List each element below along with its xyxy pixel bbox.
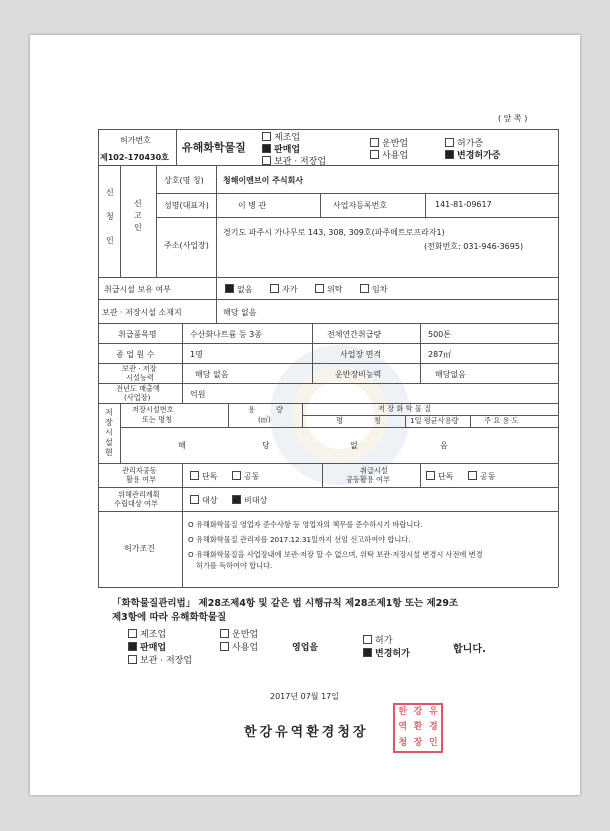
- address-label: 주소(사업장): [164, 241, 209, 250]
- storage-sub1b: 칭: [374, 416, 381, 425]
- bottom-manufacture-checkbox[interactable]: [128, 629, 137, 638]
- biz-type-sales-checkbox[interactable]: [262, 144, 271, 153]
- category-title: 유해화학물질: [182, 141, 246, 154]
- joint-facility-label: 취급시설: [360, 466, 388, 475]
- condition-line: 허가를 득하여야 합니다.: [196, 561, 273, 570]
- applicant-label-char: 신: [106, 188, 114, 197]
- joint-facility-label-2: 공동활용 여부: [346, 475, 390, 484]
- biz-type-storage[interactable]: 보관 · 저장업: [262, 154, 326, 167]
- status-side-char: 저: [105, 408, 113, 417]
- annual-value: 500톤: [428, 330, 451, 339]
- risk-plan-label-2: 수립대상 여부: [114, 499, 158, 508]
- storage-col1b: 또는 명칭: [142, 415, 173, 424]
- joint-facility-single-checkbox[interactable]: [426, 471, 435, 480]
- biz-type-manufacture[interactable]: 제조업: [262, 130, 300, 143]
- condition-line: O 유해화학물질을 사업장내에 보관·저장 할 수 없으며, 위탁 보관·저장시설 변경시 사전에 변경: [188, 550, 483, 559]
- biz-type-sales[interactable]: 판매업: [262, 142, 300, 155]
- status-row-char: 해: [178, 441, 186, 450]
- bottom-permit-change[interactable]: 변경허가: [363, 646, 410, 659]
- applicant-label-char: 청: [106, 212, 114, 221]
- permit-document: [30, 35, 580, 795]
- risk-plan-label: 위해관리계획: [118, 490, 160, 499]
- status-row-char: 없: [350, 441, 358, 450]
- joint-facility-single[interactable]: 단독: [426, 471, 453, 482]
- biz-type-use[interactable]: 사용업: [370, 148, 408, 161]
- joint-manager-single-checkbox[interactable]: [190, 471, 199, 480]
- storage-location: 해당 없음: [223, 308, 257, 317]
- conditions-label: 허가조건: [124, 544, 155, 553]
- permit-no-label: 허가번호: [120, 136, 151, 145]
- issuer-name: 한강유역환경청장: [244, 725, 369, 740]
- permit-type-change[interactable]: 변경허가증: [445, 148, 500, 161]
- sales-value: 억원: [190, 390, 206, 399]
- condition-line: O 유해화학물질 관리자를 2017.12.31일까지 선임 신고하여야 합니다.: [188, 535, 411, 544]
- joint-manager-label-2: 활용 여부: [126, 475, 157, 484]
- biz-type-transport-checkbox[interactable]: [370, 138, 379, 147]
- address: 경기도 파주시 가나무로 143, 308, 309호(파주메트로프라자1): [223, 228, 445, 237]
- facility-lease-checkbox[interactable]: [360, 284, 369, 293]
- joint-manager-shared-checkbox[interactable]: [232, 471, 241, 480]
- staff-value: 1명: [190, 350, 203, 359]
- permit-type-certificate-checkbox[interactable]: [445, 138, 454, 147]
- applicant-label-char: 인: [106, 236, 114, 245]
- risk-plan-target-checkbox[interactable]: [190, 495, 199, 504]
- company-label: 상호(명 칭): [164, 176, 204, 185]
- facility-consign-checkbox[interactable]: [315, 284, 324, 293]
- transport-label: 운반장비능력: [335, 370, 382, 379]
- storage-location-label: 보관 · 저장시설 소재지: [102, 308, 182, 317]
- storage-col1: 저장시설번호: [132, 405, 174, 414]
- bottom-sales-checkbox[interactable]: [128, 642, 137, 651]
- company-name: 청해이엔브이 주식회사: [223, 176, 304, 185]
- bottom-transport-checkbox[interactable]: [220, 629, 229, 638]
- joint-manager-shared[interactable]: 공동: [232, 471, 259, 482]
- storage-col2: 용: [248, 405, 255, 414]
- business-text: 영업을: [292, 643, 319, 653]
- bottom-biz-storage[interactable]: 보관 · 저장업: [128, 653, 192, 666]
- status-side-char: 시: [105, 428, 113, 437]
- reporter-label-char: 인: [134, 223, 142, 232]
- permit-type-certificate[interactable]: 허가증: [445, 136, 483, 149]
- joint-facility-shared[interactable]: 공동: [468, 471, 495, 482]
- bottom-biz-manufacture[interactable]: 제조업: [128, 627, 166, 640]
- items-value: 수산화나트륨 등 3종: [190, 330, 262, 339]
- condition-line: O 유해화학물질 영업자 준수사항 등 영업자의 책무를 준수하시기 바랍니다.: [188, 520, 423, 529]
- reporter-label-char: 고: [134, 211, 142, 220]
- regno: 141-81-09617: [435, 200, 492, 209]
- permit-type-change-checkbox[interactable]: [445, 150, 454, 159]
- risk-plan-nontarget-checkbox[interactable]: [232, 495, 241, 504]
- closing-text: 합니다.: [453, 644, 486, 655]
- status-side-char: 설: [105, 438, 113, 447]
- bottom-storage-checkbox[interactable]: [128, 655, 137, 664]
- biz-type-manufacture-checkbox[interactable]: [262, 132, 271, 141]
- transport-value: 해당없음: [435, 370, 466, 379]
- issue-date: 2017년 07월 17일: [270, 692, 339, 701]
- bottom-permit-change-checkbox[interactable]: [363, 648, 372, 657]
- facility-own-self[interactable]: 자가: [270, 284, 297, 295]
- risk-plan-target[interactable]: 대상: [190, 495, 217, 506]
- statement-line-1: 「화학물질관리법」 제28조제4항 및 같은 법 시행규칙 제28조제1항 또는 제29조: [112, 598, 459, 609]
- bottom-biz-transport[interactable]: 운반업: [220, 627, 258, 640]
- facility-own-lease[interactable]: 임차: [360, 284, 387, 295]
- representative-name: 이 병 관: [238, 201, 267, 210]
- bottom-use-checkbox[interactable]: [220, 642, 229, 651]
- items-label: 취급품목명: [118, 330, 157, 339]
- page-side-note: ( 앞 쪽 ): [498, 114, 528, 123]
- annual-label: 전체연간취급량: [327, 330, 382, 339]
- storage-capacity: 해당 없음: [195, 370, 229, 379]
- storage-col2c: (㎥): [258, 415, 271, 424]
- storage-sub3: 주 요 용 도: [484, 416, 519, 425]
- status-row-char: 당: [262, 441, 270, 450]
- sales-label-2: (사업장): [124, 393, 151, 402]
- storage-sub2: 1일 평균사용량: [410, 416, 459, 425]
- storage-col2b: 량: [276, 405, 283, 414]
- facility-own-consign[interactable]: 위탁: [315, 284, 342, 295]
- storage-sub1: 명: [336, 416, 343, 425]
- phone: (전화번호: 031-946-3695): [424, 242, 524, 251]
- staff-label: 종 업 원 수: [116, 350, 155, 359]
- bottom-permit-new-checkbox[interactable]: [363, 635, 372, 644]
- bottom-permit-new[interactable]: 허가: [363, 633, 392, 646]
- joint-facility-shared-checkbox[interactable]: [468, 471, 477, 480]
- bottom-biz-use[interactable]: 사용업: [220, 640, 258, 653]
- biz-type-use-checkbox[interactable]: [370, 150, 379, 159]
- biz-type-transport[interactable]: 운반업: [370, 136, 408, 149]
- joint-manager-label: 관리자공동: [122, 466, 157, 475]
- area-value: 287㎡: [428, 350, 452, 359]
- area-label: 사업장 면적: [340, 350, 382, 359]
- sales-label: 전년도 매출액: [116, 384, 160, 393]
- storage-capacity-label: 보관 · 저장: [122, 364, 157, 373]
- facility-self-checkbox[interactable]: [270, 284, 279, 293]
- facility-none-checkbox[interactable]: [225, 284, 234, 293]
- status-row-char: 음: [440, 441, 448, 450]
- reporter-label-char: 신: [134, 199, 142, 208]
- representative-label: 성명(대표자): [164, 201, 209, 210]
- status-side-char: 장: [105, 418, 113, 427]
- status-side-char: 현: [105, 448, 113, 457]
- storage-col3: 저 장 화 학 물 질: [378, 404, 432, 413]
- regno-label: 사업자등록번호: [333, 201, 388, 210]
- official-seal: 한 강 유 역 환 경 청 장 인: [393, 703, 443, 753]
- facility-own-none[interactable]: 없음: [225, 284, 252, 295]
- facility-own-label: 취급시설 보유 여부: [104, 285, 171, 294]
- statement-line-2: 제3항에 따라 유해화학물질: [112, 612, 227, 623]
- risk-plan-nontarget[interactable]: 비대상: [232, 495, 267, 506]
- permit-no: 제102-170430호: [100, 153, 169, 162]
- biz-type-storage-checkbox[interactable]: [262, 156, 271, 165]
- storage-capacity-label-2: 시설능력: [126, 373, 154, 382]
- joint-manager-single[interactable]: 단독: [190, 471, 217, 482]
- bottom-biz-sales[interactable]: 판매업: [128, 640, 166, 653]
